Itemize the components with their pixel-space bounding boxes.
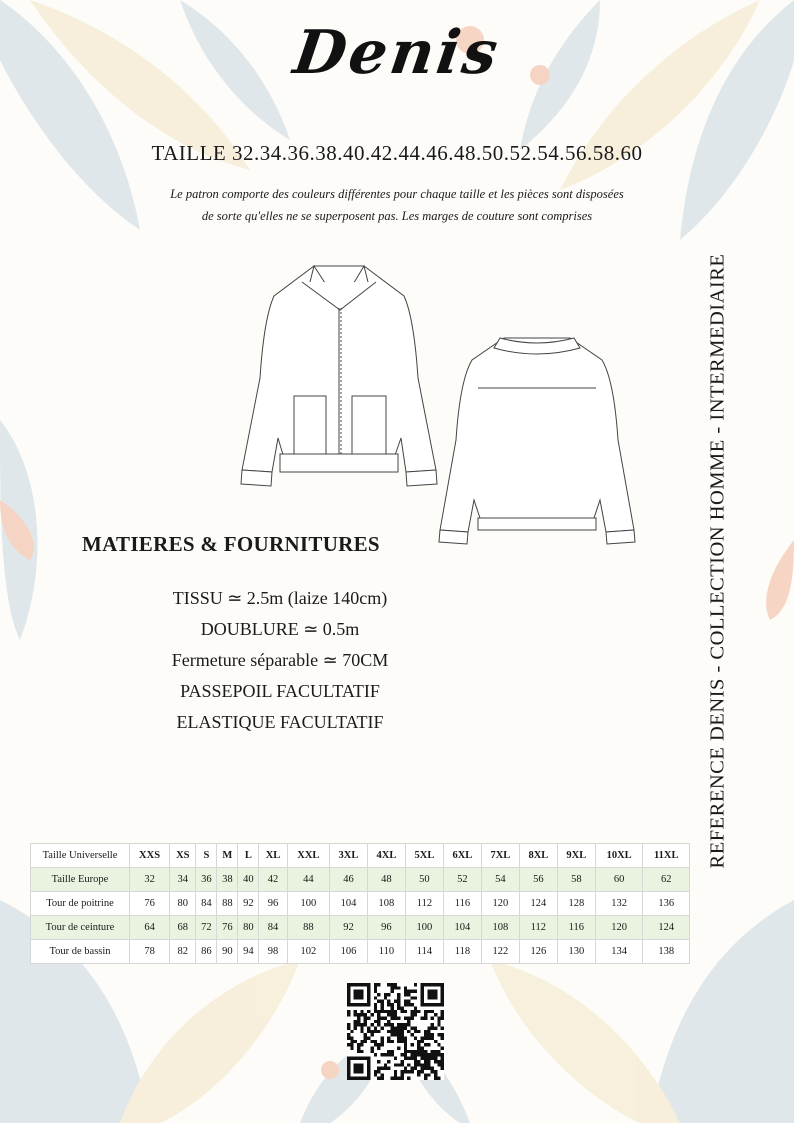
qr-code[interactable] <box>347 983 444 1080</box>
table-cell: 92 <box>329 916 367 940</box>
table-cell: 84 <box>259 916 287 940</box>
table-cell: 58 <box>557 868 595 892</box>
material-piping: PASSEPOIL FACULTATIF <box>180 681 380 701</box>
table-cell: 102 <box>287 940 329 964</box>
table-cell: 124 <box>519 892 557 916</box>
table-header-cell: XL <box>259 844 287 868</box>
table-cell: 68 <box>170 916 196 940</box>
table-header-cell: 8XL <box>519 844 557 868</box>
table-cell: 116 <box>443 892 481 916</box>
jacket-front-drawing <box>236 258 442 490</box>
pattern-note <box>100 183 694 227</box>
table-header-row <box>31 844 690 868</box>
table-cell: Taille Europe <box>31 868 130 892</box>
table-cell: 36 <box>196 868 217 892</box>
table-row <box>31 940 690 964</box>
table-cell: 62 <box>643 868 690 892</box>
table-header-cell: 7XL <box>481 844 519 868</box>
table-cell: 136 <box>643 892 690 916</box>
table-cell: 138 <box>643 940 690 964</box>
table-cell: 104 <box>329 892 367 916</box>
table-cell: 96 <box>367 916 405 940</box>
table-cell: 106 <box>329 940 367 964</box>
table-cell: 44 <box>287 868 329 892</box>
table-header-cell: 4XL <box>367 844 405 868</box>
table-cell: 80 <box>238 916 259 940</box>
table-cell: 98 <box>259 940 287 964</box>
table-cell: 120 <box>595 916 643 940</box>
table-header-cell: XXS <box>130 844 170 868</box>
material-elastic: ELASTIQUE FACULTATIF <box>176 712 384 732</box>
table-cell: 114 <box>405 940 443 964</box>
table-header-cell: 10XL <box>595 844 643 868</box>
table-cell: 76 <box>130 892 170 916</box>
table-cell: 116 <box>557 916 595 940</box>
table-cell: 88 <box>217 892 238 916</box>
table-cell: 38 <box>217 868 238 892</box>
table-cell: 72 <box>196 916 217 940</box>
table-cell: 54 <box>481 868 519 892</box>
table-cell: 48 <box>367 868 405 892</box>
table-header-cell: XXL <box>287 844 329 868</box>
table-cell: 128 <box>557 892 595 916</box>
table-cell: 76 <box>217 916 238 940</box>
material-fabric: TISSU ≃ 2.5m (laize 140cm) <box>172 588 388 608</box>
table-cell: 112 <box>405 892 443 916</box>
note-line-1: Le patron comporte des couleurs différentes pour chaque taille et les pièces sont disposées <box>170 187 624 201</box>
table-cell: 42 <box>259 868 287 892</box>
table-cell: 130 <box>557 940 595 964</box>
table-cell: 126 <box>519 940 557 964</box>
table-header-cell: S <box>196 844 217 868</box>
table-header-cell: 3XL <box>329 844 367 868</box>
table-cell: 78 <box>130 940 170 964</box>
table-cell: 34 <box>170 868 196 892</box>
material-lining: DOUBLURE ≃ 0.5m <box>200 619 360 639</box>
table-header-cell: M <box>217 844 238 868</box>
table-cell: 104 <box>443 916 481 940</box>
table-cell: 122 <box>481 940 519 964</box>
material-zipper: Fermeture séparable ≃ 70CM <box>171 650 389 670</box>
table-row <box>31 892 690 916</box>
table-cell: 108 <box>481 916 519 940</box>
table-cell: Tour de bassin <box>31 940 130 964</box>
table-header-cell: 11XL <box>643 844 690 868</box>
jacket-back-drawing <box>434 330 640 548</box>
table-cell: Tour de poitrine <box>31 892 130 916</box>
table-cell: 108 <box>367 892 405 916</box>
table-header-cell: 9XL <box>557 844 595 868</box>
pattern-title: Denis <box>289 18 505 88</box>
materials-heading: MATIERES & FOURNITURES <box>82 532 380 556</box>
table-cell: 134 <box>595 940 643 964</box>
table-cell: 96 <box>259 892 287 916</box>
note-line-2: de sorte qu'elles ne se superposent pas. Les marges de couture sont comprises <box>201 209 593 223</box>
table-cell: 80 <box>170 892 196 916</box>
table-cell: 32 <box>130 868 170 892</box>
table-cell: 90 <box>217 940 238 964</box>
table-cell: 64 <box>130 916 170 940</box>
table-cell: 92 <box>238 892 259 916</box>
table-cell: 124 <box>643 916 690 940</box>
table-cell: 86 <box>196 940 217 964</box>
size-table <box>30 843 690 964</box>
table-cell: 132 <box>595 892 643 916</box>
table-cell: 88 <box>287 916 329 940</box>
table-row <box>31 916 690 940</box>
table-cell: 50 <box>405 868 443 892</box>
table-cell: 100 <box>287 892 329 916</box>
table-cell: 52 <box>443 868 481 892</box>
table-cell: 120 <box>481 892 519 916</box>
table-cell: 82 <box>170 940 196 964</box>
reference-text: REFERENCE DENIS - COLLECTION HOMME - INTERMEDIAIRE <box>706 253 729 869</box>
materials-list <box>90 583 470 738</box>
table-cell: Tour de ceinture <box>31 916 130 940</box>
table-cell: 118 <box>443 940 481 964</box>
table-cell: 94 <box>238 940 259 964</box>
table-cell: 100 <box>405 916 443 940</box>
table-header-cell: 6XL <box>443 844 481 868</box>
table-header-cell: L <box>238 844 259 868</box>
table-header-cell: Taille Universelle <box>31 844 130 868</box>
table-cell: 40 <box>238 868 259 892</box>
table-header-cell: XS <box>170 844 196 868</box>
table-cell: 110 <box>367 940 405 964</box>
table-cell: 60 <box>595 868 643 892</box>
table-cell: 84 <box>196 892 217 916</box>
size-range: TAILLE 32.34.36.38.40.42.44.46.48.50.52.54.56.58.60 <box>151 141 643 165</box>
table-cell: 46 <box>329 868 367 892</box>
table-cell: 112 <box>519 916 557 940</box>
table-header-cell: 5XL <box>405 844 443 868</box>
side-reference <box>700 185 736 937</box>
table-cell: 56 <box>519 868 557 892</box>
table-row <box>31 868 690 892</box>
